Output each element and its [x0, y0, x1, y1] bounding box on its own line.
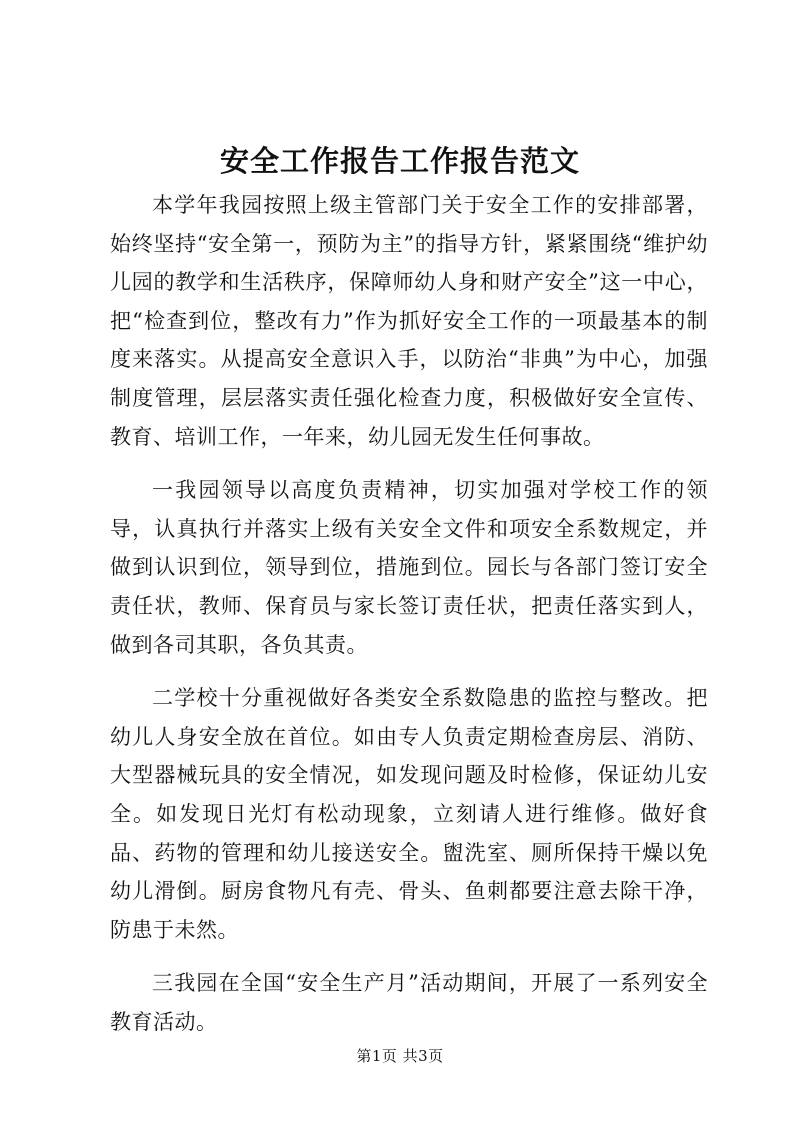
document-title: 安全工作报告工作报告范文	[219, 144, 580, 178]
page-footer: 第1页 共3页	[356, 1047, 444, 1065]
paragraph-leadership: 一我园领导以高度负责精神，切实加强对学校工作的领导，认真执行并落实上级有关安全文件和项安全系数规定，并做到认识到位，领导到位，措施到位。园长与各部门签订安全责任状，教师、保育员与家长签订责任状，把责任落实到人，做到各司其职，各负其责。	[110, 478, 708, 657]
paragraph-safety-month: 三我园在全国“安全生产月”活动期间，开展了一系列安全教育活动。	[110, 971, 708, 1034]
paragraph-hazard-control: 二学校十分重视做好各类安全系数隐患的监控与整改。把幼儿人身安全放在首位。如由专人负责定期检查房层、消防、大型器械玩具的安全情况，如发现问题及时检修，保证幼儿安全。如发现日光灯有松动现象，立刻请人进行维修。做好食品、药物的管理和幼儿接送安全。盥洗室、厕所保持干燥以免幼儿滑倒。厨房食物凡有壳、骨头、鱼刺都要注意去除干净，防患于未然。	[110, 686, 708, 942]
document-body	[110, 186, 708, 1056]
paragraph-intro: 本学年我园按照上级主管部门关于安全工作的安排部署，始终坚持“安全第一，预防为主”的指导方针，紧紧围绕“维护幼儿园的教学和生活秩序，保障师幼人身和财产安全”这一中心，把“检查到位，整改有力”作为抓好安全工作的一项最基本的制度来落实。从提高安全意识入手，以防治“非典”为中心，加强制度管理，层层落实责任强化检查力度，积极做好安全宣传、教育、培训工作，一年来，幼儿园无发生任何事故。	[110, 193, 708, 449]
